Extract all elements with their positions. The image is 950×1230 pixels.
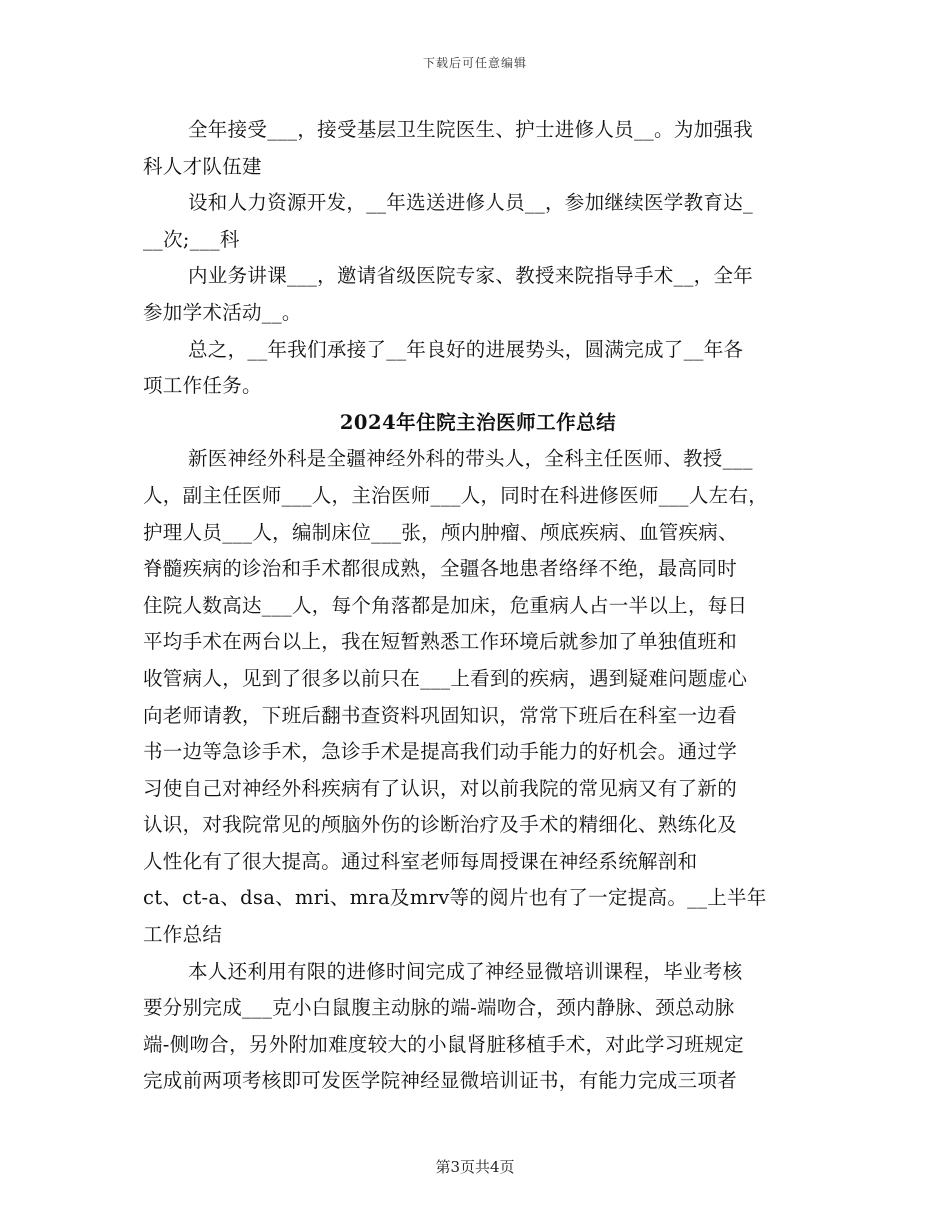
paragraph-line: 住院人数高达___人，每个角落都是加床，危重病人占一半以上，每日 [143,593,748,617]
paragraph-line: 脊髓疾病的诊治和手术都很成熟，全疆各地患者络绎不绝，最高同时 [143,557,738,581]
paragraph-line: 向老师请教，下班后翻书查资料巩固知识，常常下班后在科室一边看 [143,703,738,727]
paragraph-line: 要分别完成___克小白鼠腹主动脉的端-端吻合，颈内静脉、颈总动脉 [143,996,735,1020]
paragraph-line: 设和人力资源开发，__年选送进修人员__，参加继续医学教育达_ [188,191,754,215]
paragraph-line: 平均手术在两台以上，我在短暂熟悉工作环境后就参加了单独值班和 [143,630,738,654]
paragraph-line: 收管病人，见到了很多以前只在___上看到的疾病，遇到疑难问题虚心 [143,666,748,690]
paragraph-line: __次;___科 [143,227,240,251]
paragraph-line: 端-侧吻合，另外附加难度较大的小鼠肾脏移植手术，对此学习班规定 [143,1032,744,1056]
paragraph-line: 认识，对我院常见的颅脑外伤的诊断治疗及手术的精细化、熟练化及 [143,813,738,837]
paragraph-line: 总之，__年我们承接了__年良好的进展势头，圆满完成了__年各 [188,337,744,361]
paragraph-line: 内业务讲课___，邀请省级医院专家、教授来院指导手术__，全年 [188,264,754,288]
section-title: 2024年住院主治医师工作总结 [339,410,617,434]
paragraph-line: 书一边等急诊手术，急诊手术是提高我们动手能力的好机会。通过学 [143,740,738,764]
paragraph-line: 新医神经外科是全疆神经外科的带头人，全科主任医师、教授___ [188,447,753,471]
paragraph-line: 本人还利用有限的进修时间完成了神经显微培训课程，毕业考核 [188,959,743,983]
paragraph-line: 全年接受___，接受基层卫生院医生、护士进修人员__。为加强我 [188,118,754,141]
paragraph-line: 科人才队伍建 [143,154,262,178]
paragraph-line: 参加学术活动__。 [143,300,302,324]
page-header: 下载后可任意编辑 [422,56,527,70]
paragraph-line: 人性化有了很大提高。通过科室老师每周授课在神经系统解剖和 [143,849,698,873]
paragraph-line: 工作总结 [143,923,223,947]
page-footer: 第3页共4页 [435,1158,515,1176]
paragraph-line: 项工作任务。 [143,374,262,398]
paragraph-line: 护理人员___人，编制床位___张，颅内肿瘤、颅底疾病、血管疾病、 [143,520,738,544]
paragraph-line: 完成前两项考核即可发医学院神经显微培训证书，有能力完成三项者 [143,1069,738,1093]
paragraph-line: ct、ct-a、dsa、mri、mra及mrv等的阅片也有了一定提高。__上半年 [143,886,767,910]
paragraph-line: 人，副主任医师___人，主治医师___人，同时在科进修医师___人左右， [143,483,769,507]
document-body [143,112,813,1100]
paragraph-line: 习使自己对神经外科疾病有了认识，对以前我院的常见病又有了新的 [143,776,738,800]
